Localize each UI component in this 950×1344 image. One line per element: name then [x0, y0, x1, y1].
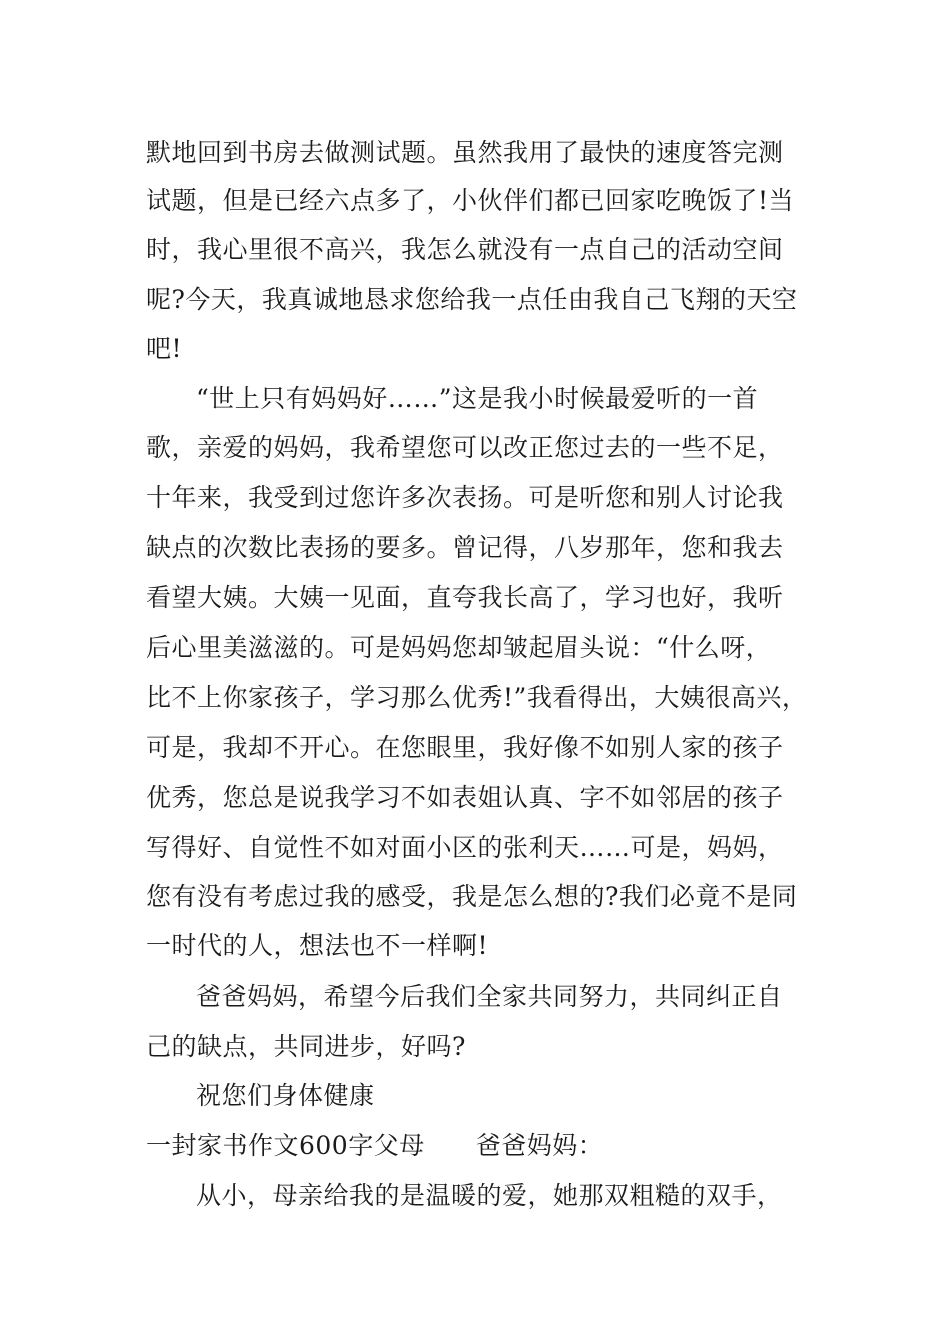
closing-wish: 祝您们身体健康 — [196, 1081, 375, 1110]
text-line: 歌，亲爱的妈妈，我希望您可以改正您过去的一些不足， — [146, 433, 784, 462]
text-line: 比不上你家孩子，学习那么优秀!”我看得出，大姨很高兴， — [146, 683, 808, 712]
text-line: 写得好、自觉性不如对面小区的张利天……可是，妈妈， — [146, 833, 784, 862]
text-line: 十年来，我受到过您许多次表扬。可是听您和别人讨论我 — [146, 483, 784, 512]
text-line: 后心里美滋滋的。可是妈妈您却皱起眉头说：“什么呀， — [146, 633, 772, 662]
text-line: 优秀，您总是说我学习不如表姐认真、字不如邻居的孩子 — [146, 783, 784, 812]
paragraph-first-line: “世上只有妈妈好……”这是我小时候最爱听的一首 — [196, 384, 759, 413]
text-line: 吧! — [146, 334, 183, 363]
text-line: 时，我心里很不高兴，我怎么就没有一点自己的活动空间 — [146, 235, 784, 264]
paragraph-first-line: 从小，母亲给我的是温暖的爱，她那双粗糙的双手， — [196, 1181, 783, 1210]
text-line: 看望大姨。大姨一见面，直夸我长高了，学习也好，我听 — [146, 583, 784, 612]
section-heading: 一封家书作文600字父母 爸爸妈妈： — [146, 1131, 604, 1160]
text-line: 默地回到书房去做测试题。虽然我用了最快的速度答完测 — [146, 138, 784, 167]
text-line: 一时代的人，想法也不一样啊! — [146, 931, 489, 960]
text-line: 呢?今天，我真诚地恳求您给我一点任由我自己飞翔的天空 — [146, 285, 798, 314]
text-line: 试题，但是已经六点多了，小伙伴们都已回家吃晚饭了!当 — [146, 186, 795, 215]
text-line: 己的缺点，共同进步，好吗? — [146, 1032, 466, 1061]
text-line: 您有没有考虑过我的感受，我是怎么想的?我们必竟不是同 — [146, 882, 798, 911]
text-line: 缺点的次数比表扬的要多。曾记得，八岁那年，您和我去 — [146, 533, 784, 562]
paragraph-first-line: 爸爸妈妈，希望今后我们全家共同努力，共同纠正自 — [196, 982, 783, 1011]
text-line: 可是，我却不开心。在您眼里，我好像不如别人家的孩子 — [146, 733, 784, 762]
